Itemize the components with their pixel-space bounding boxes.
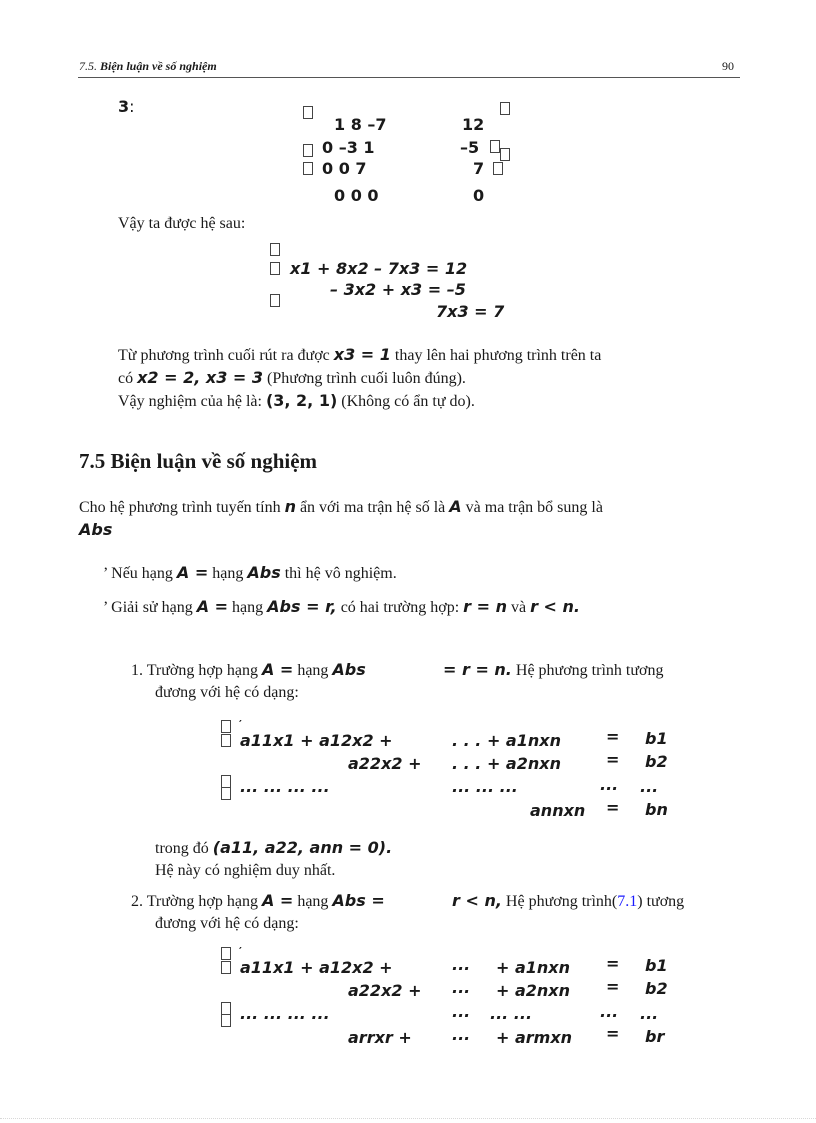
- bracket-glyph-icon: [490, 140, 500, 153]
- equation-right: ...: [640, 1004, 659, 1023]
- bullet-item: ’ Nếu hạng A = hạng Abs thì hệ vô nghiệm.: [103, 563, 397, 582]
- paragraph: có x2 = 2, x3 = 3 (Phương trình cuối luôn đúng).: [118, 368, 466, 387]
- equation-right: br: [645, 1027, 665, 1046]
- bracket-glyph-icon: [303, 162, 313, 175]
- brace-glyph-icon: [270, 243, 280, 256]
- step-label: 3:: [118, 97, 135, 116]
- equation-right: b1: [645, 956, 668, 975]
- paragraph: Vậy nghiệm của hệ là: (3, 2, 1) (Không có ẩn tự do).: [118, 391, 475, 410]
- case-item: 2. Trường hợp hạng A = hạng Abs =: [131, 891, 385, 910]
- equation-eq: =: [606, 798, 620, 817]
- bracket-glyph-icon: [303, 144, 313, 157]
- section-heading: 7.5 Biện luận về số nghiệm: [79, 449, 318, 473]
- equation-mid: + a2nxn: [496, 981, 571, 1000]
- paragraph: Cho hệ phương trình tuyến tính n ẩn với ma trận hệ số là A và ma trận bổ sung là: [79, 497, 603, 516]
- equation-right: b2: [645, 979, 668, 998]
- equation-mid: ...: [452, 1002, 471, 1021]
- equation-mid: ...: [452, 1025, 471, 1044]
- brace-glyph-icon: [221, 734, 231, 747]
- header-section-number: 7.5.: [79, 59, 97, 73]
- case-item-cont: = r = n. Hệ phương trình tương: [443, 660, 664, 679]
- equation-eq: =: [606, 954, 620, 973]
- equation-left: a11x1 + a12x2 +: [240, 958, 393, 977]
- matrix-row: 0 0 7: [322, 159, 367, 178]
- equation-eq: ...: [600, 1002, 619, 1021]
- equation-mid: + a1nxn: [496, 958, 571, 977]
- equation-eq: =: [606, 1024, 620, 1043]
- math-symbol: Abs: [79, 520, 113, 539]
- equation-left: a11x1 + a12x2 +: [240, 731, 393, 750]
- equation-eq: ...: [600, 775, 619, 794]
- case-item-cont: r < n, Hệ phương trình(7.1) tương: [452, 891, 685, 910]
- equation-mid: ...: [452, 978, 471, 997]
- equation-right: bn: [645, 800, 668, 819]
- case-item: 1. Trường hợp hạng A = hạng Abs: [131, 660, 366, 679]
- bullet-item: ’ Giải sử hạng A = hạng Abs = r, có hai trường hợp: r = n và r < n.: [103, 597, 580, 616]
- equation-left: arrxr +: [348, 1028, 412, 1047]
- brace-glyph-icon: [270, 262, 280, 275]
- equation-eq: =: [606, 750, 620, 769]
- header-rule: [78, 77, 740, 78]
- equation-mid: ... ... ...: [452, 777, 518, 796]
- bullet-icon: ’: [103, 565, 108, 582]
- paragraph: Vậy ta được hệ sau:: [118, 215, 246, 232]
- equation-left: ... ... ... ...: [240, 1004, 330, 1023]
- brace-glyph-icon: [221, 961, 231, 974]
- equation-ref-link[interactable]: 7.1: [617, 893, 638, 910]
- equation-right: b1: [645, 729, 668, 748]
- equation-left: ... ... ... ...: [240, 777, 330, 796]
- equation: – 3x2 + x3 = –5: [330, 280, 466, 299]
- brace-glyph-icon: [221, 720, 231, 733]
- bracket-glyph-icon: [303, 106, 313, 119]
- paragraph: đương với hệ có dạng:: [155, 684, 299, 701]
- page-number: 90: [722, 59, 734, 73]
- equation-right: ...: [640, 777, 659, 796]
- equation-eq: =: [606, 727, 620, 746]
- brace-glyph-icon: [221, 787, 231, 800]
- equation-mid: + armxn: [496, 1028, 573, 1047]
- equation-mid: . . . + a1nxn: [452, 731, 561, 750]
- brace-glyph-icon: [221, 947, 231, 960]
- bracket-glyph-icon: [500, 148, 510, 161]
- matrix-rhs: 7: [473, 159, 485, 178]
- brace-glyph-icon: [270, 294, 280, 307]
- equation: 7x3 = 7: [436, 302, 505, 321]
- matrix-rhs: 0: [473, 186, 485, 205]
- equation-eq: =: [606, 977, 620, 996]
- page-bottom-border: [0, 1118, 816, 1119]
- header-title: Biện luận về số nghiệm: [100, 59, 217, 73]
- bullet-icon: ’: [103, 599, 108, 616]
- equation-left: a22x2 +: [348, 754, 422, 773]
- paragraph: Hệ này có nghiệm duy nhất.: [155, 862, 336, 879]
- bracket-glyph-icon: [500, 102, 510, 115]
- equation-mid: ... ...: [490, 1004, 533, 1023]
- matrix-row: 1 8 –7: [334, 115, 387, 134]
- equation: x1 + 8x2 – 7x3 = 12: [290, 259, 468, 278]
- paragraph: đương với hệ có dạng:: [155, 915, 299, 932]
- matrix-row: 0 –3 1: [322, 138, 375, 157]
- bracket-glyph-icon: [493, 162, 503, 175]
- equation-left: a22x2 +: [348, 981, 422, 1000]
- matrix-rhs: 12: [462, 115, 485, 134]
- running-header: [79, 59, 217, 74]
- brace-glyph-icon: [221, 1014, 231, 1027]
- paragraph: trong đó (a11, a22, ann = 0).: [155, 838, 393, 857]
- matrix-rhs: –5: [460, 138, 480, 157]
- equation-mid: . . . + a2nxn: [452, 754, 561, 773]
- equation-mid: ...: [452, 955, 471, 974]
- equation-right: b2: [645, 752, 668, 771]
- equation-mid: annxn: [530, 801, 586, 820]
- matrix-row: 0 0 0: [334, 186, 379, 205]
- paragraph: Từ phương trình cuối rút ra được x3 = 1 thay lên hai phương trình trên ta: [118, 345, 602, 364]
